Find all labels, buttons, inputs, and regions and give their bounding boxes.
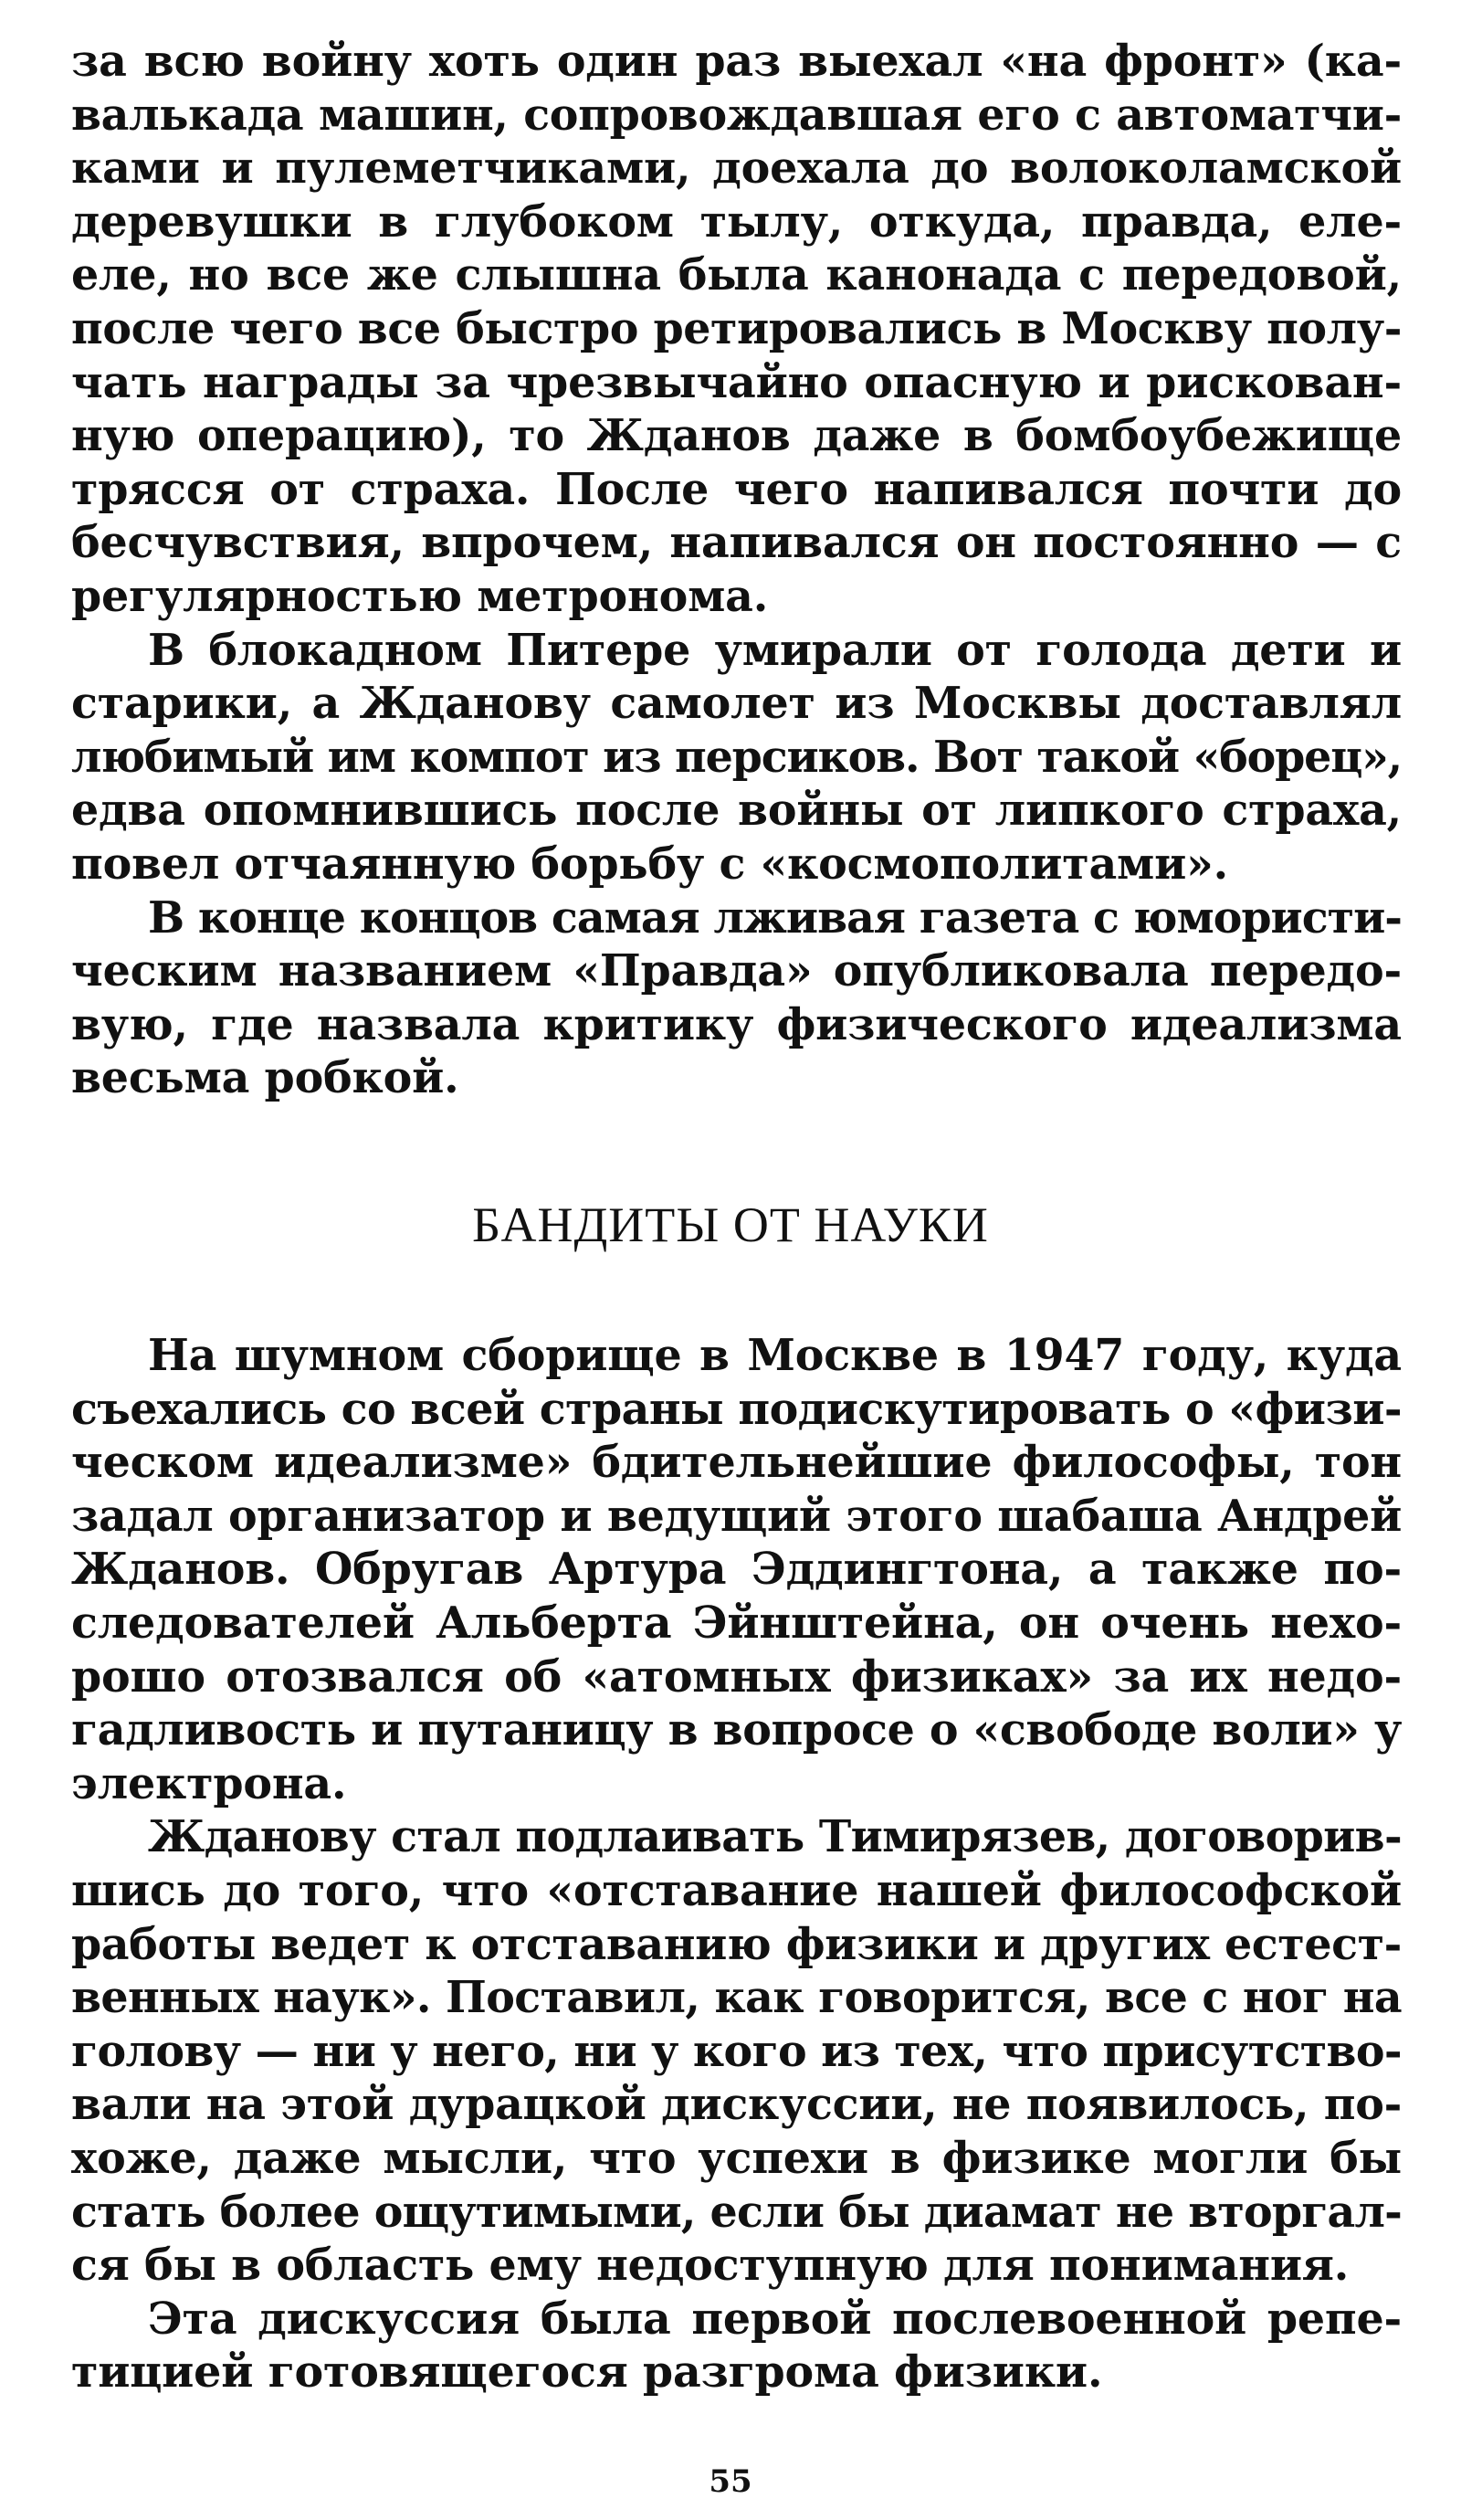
- text-line: В блокадном Питере умирали от голода дети и: [148, 624, 1402, 676]
- text-line: На шумном сборище в Москве в 1947 году, куда: [148, 1330, 1402, 1381]
- text-line: хоже, даже мысли, что успехи в физике могли бы: [71, 2132, 1402, 2184]
- text-block-top: [71, 35, 1402, 1105]
- text-line: рошо отозвался об «атомных физиках» за их недо-: [71, 1650, 1402, 1703]
- text-line: весьма робкой.: [71, 1052, 459, 1104]
- paragraph: [71, 2293, 1402, 2399]
- text-line: еле, но все же слышна была канонада с передовой,: [71, 249, 1402, 301]
- text-line: съехались со всей страны подискутировать о «физи-: [71, 1383, 1402, 1435]
- text-line: вую, где назвала критику физического идеализма: [71, 998, 1402, 1050]
- text-line: старики, а Жданову самолет из Москвы доставлял: [71, 678, 1402, 730]
- paragraph: [71, 35, 1402, 624]
- text-line: Эта дискуссия была первой послевоенной репе-: [148, 2293, 1402, 2345]
- text-line: голову — ни у него, ни у кого из тех, что присутство-: [71, 2025, 1402, 2077]
- text-line: деревушки в глубоком тылу, откуда, правда, еле-: [71, 195, 1402, 248]
- text-line: после чего все быстро ретировались в Москву полу-: [71, 302, 1402, 354]
- text-line: венных наук». Поставил, как говорится, все с ног на: [71, 1972, 1402, 2024]
- text-line: стать более ощутимыми, если бы диамат не вторгал-: [71, 2186, 1402, 2238]
- text-line: едва опомнившись после войны от липкого страха,: [71, 785, 1402, 837]
- text-line: регулярностью метронома.: [71, 570, 769, 622]
- text-line: задал организатор и ведущий этого шабаша Андрей: [71, 1490, 1402, 1542]
- text-line: Жданову стал подлаивать Тимирязев, договорив-: [148, 1811, 1402, 1863]
- text-line: ся бы в область ему недоступную для понимания.: [71, 2240, 1350, 2292]
- text-line: ками и пулеметчиками, доехала до волоколамской: [71, 142, 1402, 195]
- text-line: следователей Альберта Эйнштейна, он очень нехо-: [71, 1597, 1402, 1649]
- paragraph: [71, 1329, 1402, 1810]
- text-line: тицией готовящегося разгрома физики.: [71, 2346, 1103, 2399]
- text-line: бесчувствия, впрочем, напивался он постоянно — с: [71, 517, 1402, 569]
- text-line: повел отчаянную борьбу с «космополитами».: [71, 838, 1228, 890]
- page-number: 55: [709, 2463, 752, 2500]
- text-line: Жданов. Обругав Артура Эддингтона, а также по-: [71, 1544, 1402, 1596]
- text-line: В конце концов самая лживая газета с юмористи-: [148, 891, 1402, 944]
- paragraph: [71, 891, 1402, 1105]
- text-line: любимый им компот из персиков. Вот такой «борец»,: [71, 731, 1402, 783]
- text-line: ческом идеализме» бдительнейшие философы, тон: [71, 1437, 1402, 1489]
- text-line: чать награды за чрезвычайно опасную и рискован-: [71, 356, 1402, 408]
- text-line: трясся от страха. После чего напивался почти до: [71, 463, 1402, 515]
- text-block-bottom: [71, 1329, 1402, 2399]
- paragraph: [71, 624, 1402, 891]
- paragraph: [71, 1810, 1402, 2292]
- text-line: за всю войну хоть один раз выехал «на фронт» (ка-: [71, 36, 1402, 87]
- text-line: гадливость и путаницу в вопросе о «свободе воли» у: [71, 1704, 1402, 1756]
- text-line: ную операцию), то Жданов даже в бомбоубежище: [71, 410, 1402, 462]
- text-line: работы ведет к отставанию физики и других естест-: [71, 1918, 1402, 1970]
- text-line: валькада машин, сопровождавшая его с автоматчи-: [71, 89, 1402, 141]
- section-heading: БАНДИТЫ ОТ НАУКИ: [472, 1197, 989, 1252]
- text-line: электрона.: [71, 1757, 347, 1809]
- text-line: вали на этой дурацкой дискуссии, не появилось, по-: [71, 2079, 1402, 2131]
- text-line: ческим названием «Правда» опубликовала передо-: [71, 945, 1402, 997]
- text-line: шись до того, что «отставание нашей философской: [71, 1864, 1402, 1916]
